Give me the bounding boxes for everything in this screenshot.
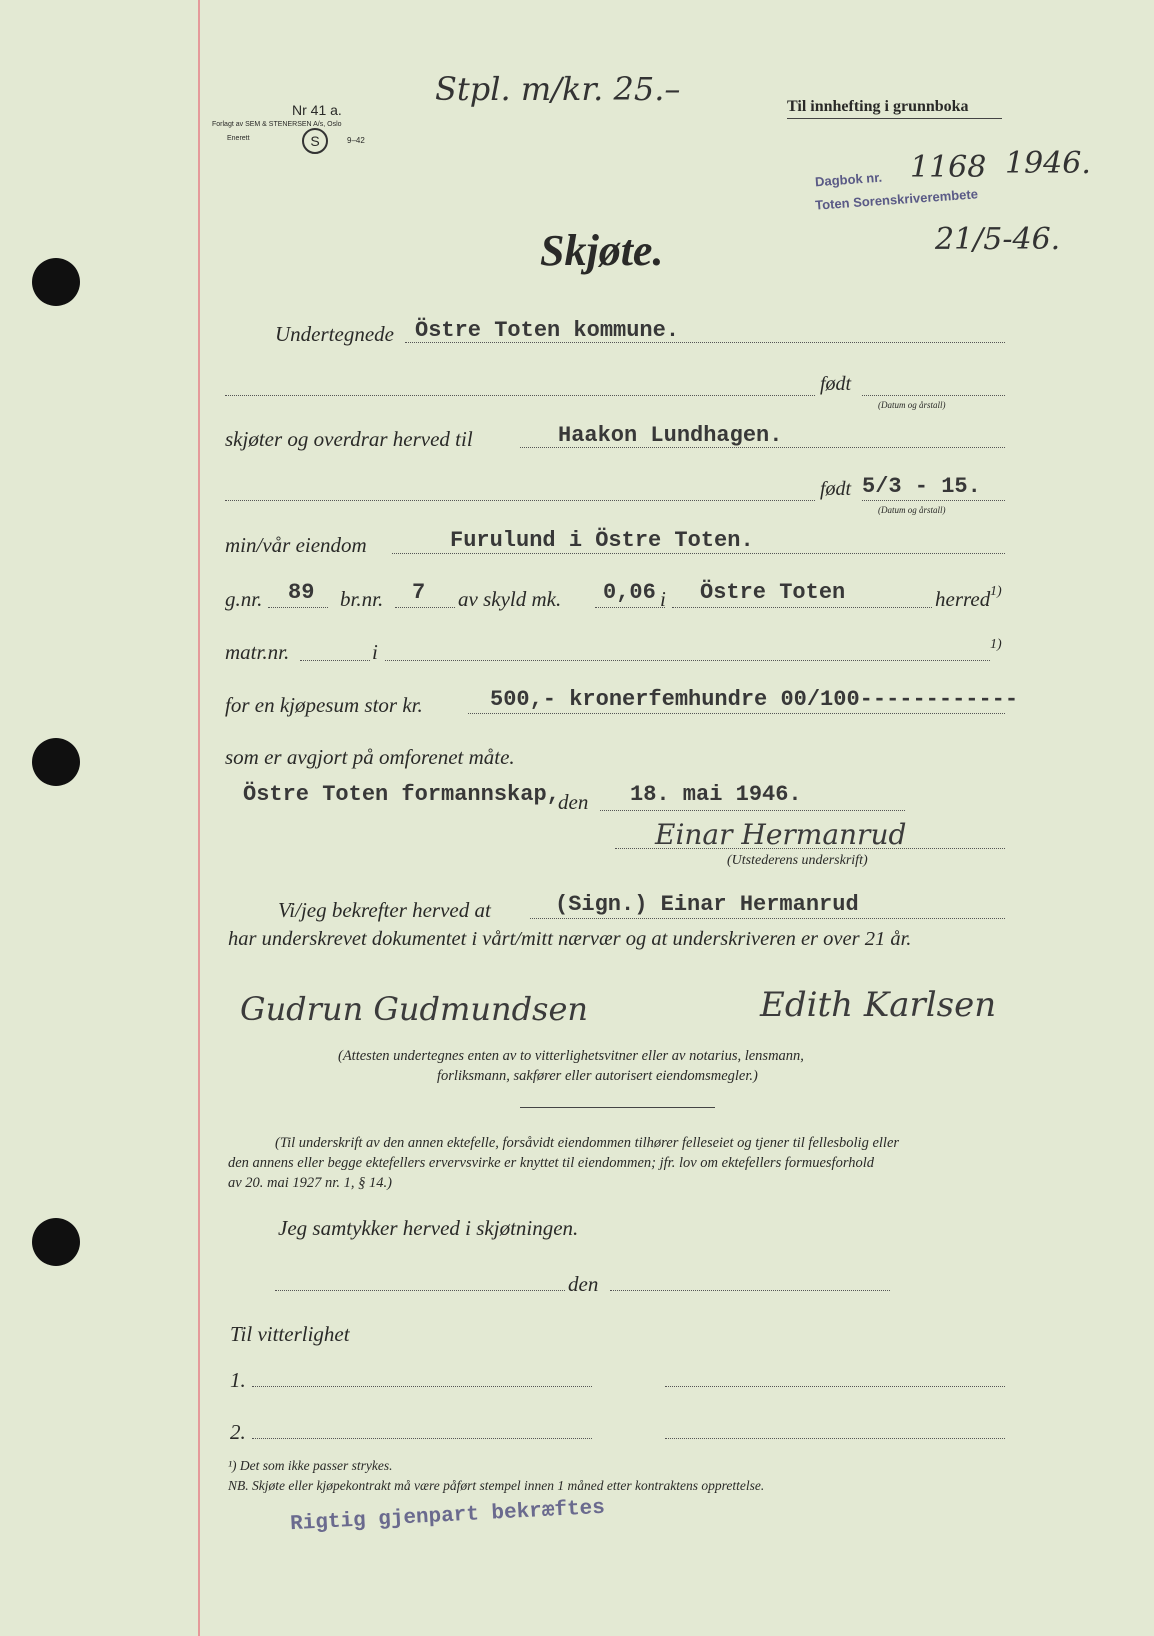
copy-stamp: Rigtig gjenpart bekræftes [289,1496,606,1537]
matr-line [300,660,370,661]
price-value: 500,- kronerfemhundre 00/100------------ [490,687,1019,712]
herred-line [672,607,932,608]
separator-line [520,1107,715,1108]
born2-line [225,500,815,501]
footnote-1: ¹) Det som ikke passer strykes. [228,1458,393,1473]
punch-hole-middle [32,738,80,786]
witness-signature-2: Edith Karlsen [760,985,997,1025]
consent-place-line [275,1290,565,1291]
issuer-signature-line [615,848,1005,849]
footnote-mark-2: 1) [990,637,1002,652]
footnote-nb: NB. Skjøte eller kjøpekontrakt må være påført stempel innen 1 måned etter kontraktens opprettelse. [228,1478,765,1493]
edition: 9–42 [347,136,365,145]
witness-line1-label: 1. [230,1368,246,1392]
confirm-text: har underskrevet dokumentet i vårt/mitt nærvær og at underskriveren er over 21 år. [228,928,912,950]
journal-year: 1946. [1005,146,1091,181]
confirm-value: (Sign.) Einar Hermanrud [555,892,859,917]
witness-label: Til vitterlighet [230,1322,350,1346]
journal-date: 21/5-46. [935,222,1061,257]
price-line [468,713,1005,714]
spouse-note-2: den annens eller begge ektefellers ervervsvirke er knyttet til eiendommen; jfr. lov om ektefellers formuesforhold [228,1155,874,1171]
consent-den-label: den [568,1272,599,1296]
gnr-value: 89 [288,580,315,605]
journal-stamp-line2: Toten Sorenskriverembete [814,186,979,213]
gnr-line [268,607,328,608]
property-value: Furulund i Östre Toten. [450,528,754,553]
journal-stamp-line1: Dagbok nr. [814,169,883,190]
price-label: for en kjøpesum stor kr. [225,693,423,717]
document-title: Skjøte. [540,226,664,275]
transfer-label: skjøter og overdrar herved til [225,427,473,451]
binding-underline [787,118,1002,119]
publisher: Forlagt av SEM & STENERSEN A/s, Oslo [212,121,342,128]
matr-i-label: i [372,640,378,664]
skyld-line [595,607,665,608]
margin-line [198,0,200,1636]
matr-label: matr.nr. [225,640,290,664]
spouse-note-1: (Til underskrift av den annen ektefelle, forsåvidt eiendommen tilhører felleseiet og tjener til fellesbolig eller [275,1135,900,1151]
issuer-label: (Utstederens underskrift) [727,853,868,868]
publisher-logo: S [302,128,328,154]
i-label: i [660,587,666,611]
consent-text: Jeg samtykker herved i skjøtningen. [278,1216,579,1240]
journal-number: 1168 [910,150,987,185]
spouse-note-3: av 20. mai 1927 nr. 1, § 14.) [228,1175,392,1191]
brnr-label: br.nr. [340,587,384,611]
property-label: min/vår eiendom [225,533,367,557]
form-number: Nr 41 a. [292,102,342,118]
born2-value: 5/3 - 15. [862,474,981,499]
punch-hole-top [32,258,80,306]
place-value: Östre Toten formannskap, [243,782,560,807]
confirm-label: Vi/jeg bekrefter herved at [278,898,491,922]
born-date-line [862,395,1005,396]
undersigned-label: Undertegnede [275,322,394,346]
skyld-label: av skyld mk. [458,587,562,611]
skyld-value: 0,06 [603,580,656,605]
born-label: født [820,373,852,395]
undersigned-value: Östre Toten kommune. [415,318,680,343]
agreed-text: som er avgjort på omforenet måte. [225,745,515,769]
matr-place-line [385,660,990,661]
attest-note-1: (Attesten undertegnes enten av to vitterlighetsvitner eller av notarius, lensmann, [338,1048,804,1064]
witness-signature-1: Gudrun Gudmundsen [240,990,589,1028]
handwritten-fee: Stpl. m/kr. 25.– [435,70,681,108]
binding-note: Til innhefting i grunnboka [787,98,969,115]
brnr-value: 7 [412,580,426,605]
witness-line-1a [252,1386,592,1387]
born2-label: født [820,478,852,500]
confirm-line [530,918,1005,919]
brnr-line [395,607,455,608]
witness-line2-label: 2. [230,1420,246,1444]
attest-note-2: forliksmann, sakfører eller autorisert eiendomsmegler.) [437,1068,758,1084]
date-hint: (Datum og årstall) [878,400,946,410]
witness-line-1b [665,1386,1005,1387]
witness-line-2b [665,1438,1005,1439]
date-line [600,810,905,811]
date-hint-2: (Datum og årstall) [878,505,946,515]
gnr-label: g.nr. [225,587,263,611]
herred-label: herred [935,587,991,611]
transfer-value: Haakon Lundhagen. [558,423,783,448]
footnote-mark-1: 1) [990,584,1002,599]
rights-label: Enerett [227,135,250,142]
consent-date-line [610,1290,890,1291]
punch-hole-bottom [32,1218,80,1266]
property-line [392,553,1005,554]
issuer-signature: Einar Hermanrud [655,818,907,851]
witness-line-2a [252,1438,592,1439]
date-value: 18. mai 1946. [630,782,802,807]
born2-date-line [862,500,1005,501]
born-line [225,395,815,396]
herred-value: Östre Toten [700,580,846,605]
den-label: den [558,790,589,814]
